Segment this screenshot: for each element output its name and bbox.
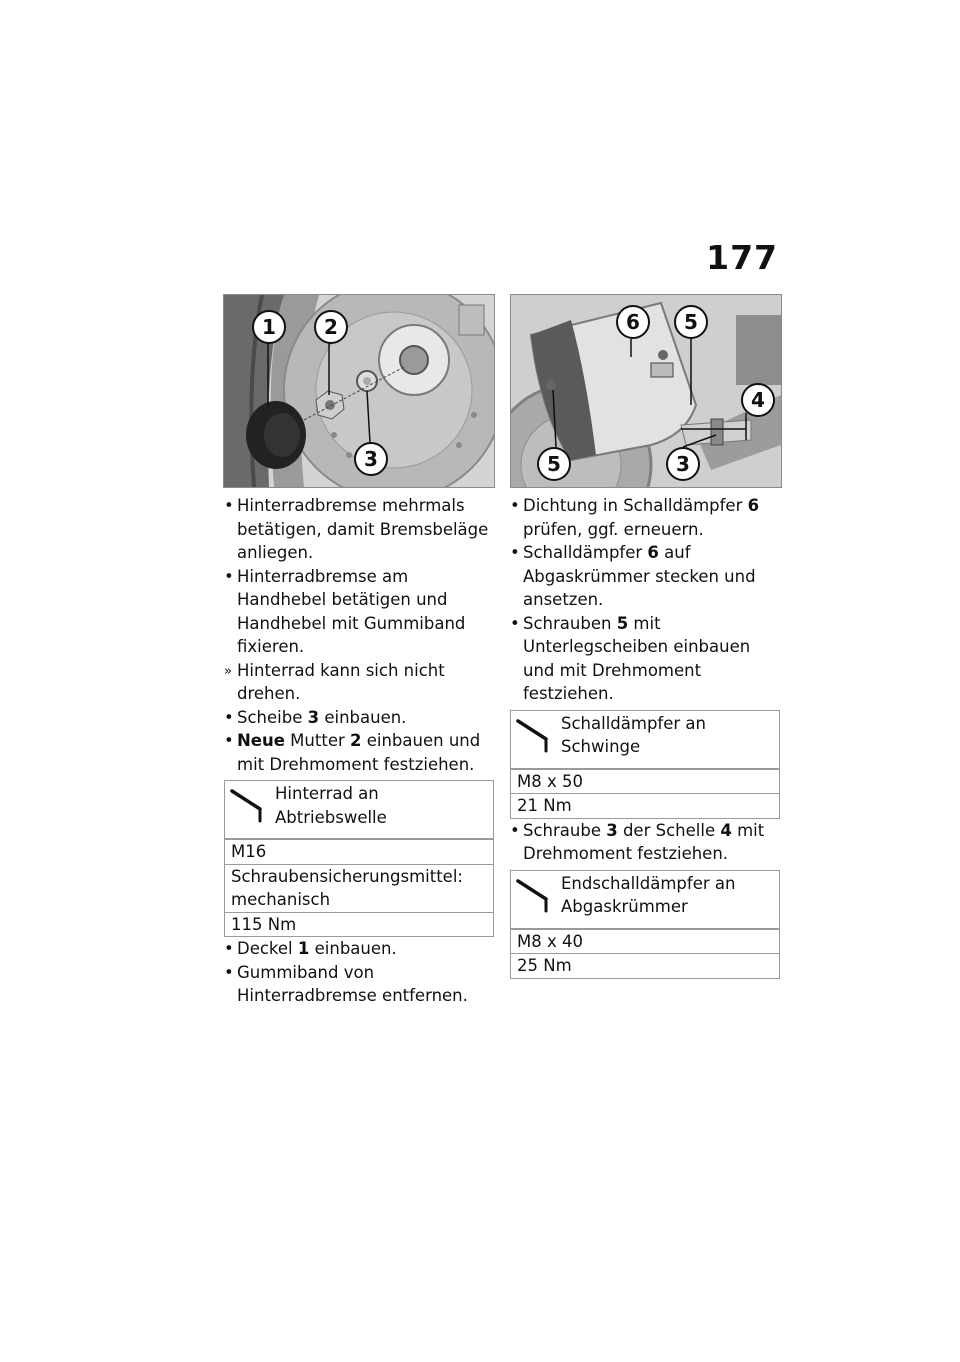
step-bleed-brake: • Hinterradbremse mehrmals betätigen, damit Bremsbeläge anliegen. xyxy=(224,496,489,562)
bullet: • xyxy=(224,731,234,750)
step-install-screws: • Schrauben 5 mit Unterlegscheiben einbauen und mit Drehmoment festziehen. xyxy=(510,613,751,703)
step-remove-rubber-band: • Gummiband von Hinterradbremse entfernen. xyxy=(224,962,468,1005)
torque-wrench-icon xyxy=(516,717,556,753)
step-fit-silencer: • Schalldämpfer 6 auf Abgaskrümmer stecken und ansetzen. xyxy=(510,543,756,609)
result-wheel-locked: » Hinterrad kann sich nicht drehen. xyxy=(224,660,445,703)
spec-torque: 25 Nm xyxy=(511,953,779,978)
callout-1: 1 xyxy=(252,310,286,344)
step-tighten-clamp: • Schraube 3 der Schelle 4 mit Drehmoment festziehen. xyxy=(510,820,765,863)
left-column xyxy=(224,494,494,1008)
spec-title: Schalldämpfer an Schwinge xyxy=(561,713,706,756)
step-install-cover: • Deckel 1 einbauen. xyxy=(224,937,494,961)
ref-number: 6 xyxy=(747,496,760,515)
bullet: • xyxy=(224,707,234,727)
ref-number: 6 xyxy=(647,543,659,562)
callout-3: 3 xyxy=(354,442,388,476)
spec-header xyxy=(511,871,779,929)
bullet: • xyxy=(510,543,520,562)
result-marker: » xyxy=(224,663,232,679)
ref-number: 4 xyxy=(720,820,732,840)
spec-torque: 21 Nm xyxy=(511,793,779,818)
spec-thread: M16 xyxy=(225,839,493,864)
step-fix-hand-lever: • Hinterradbremse am Handhebel betätigen und Handhebel mit Gummiband fixieren. xyxy=(224,566,466,656)
spec-header xyxy=(225,781,493,839)
right-column xyxy=(510,494,780,979)
figure-rear-wheel xyxy=(223,294,495,488)
spec-thread: M8 x 40 xyxy=(511,929,779,954)
bullet: • xyxy=(224,939,234,958)
callout-5-bottom: 5 xyxy=(537,447,571,481)
spec-torque: 115 Nm xyxy=(225,912,493,937)
torque-spec-rear-wheel xyxy=(224,780,494,937)
spec-title: Endschalldämpfer an Abgaskrümmer xyxy=(561,873,736,916)
ref-number: 2 xyxy=(350,731,362,750)
bullet: • xyxy=(224,566,234,586)
bullet: • xyxy=(510,613,520,633)
step-install-washer: • Scheibe 3 einbauen. xyxy=(224,706,494,730)
callout-4: 4 xyxy=(741,383,775,417)
ref-number: 3 xyxy=(307,707,320,727)
torque-spec-silencer-header xyxy=(510,870,780,979)
page-number: 177 xyxy=(706,238,778,277)
torque-wrench-icon xyxy=(516,877,556,913)
callout-3: 3 xyxy=(666,447,700,481)
figure-exhaust xyxy=(510,294,782,488)
ref-number: 3 xyxy=(606,820,618,840)
step-install-nut: • Neue Mutter 2 einbauen und mit Drehmoment festziehen. xyxy=(224,731,481,774)
bullet: • xyxy=(224,496,234,515)
emphasis-new: Neue xyxy=(237,731,285,750)
spec-header xyxy=(511,711,779,769)
callout-5-top: 5 xyxy=(674,305,708,339)
torque-wrench-icon xyxy=(230,787,270,823)
ref-number: 5 xyxy=(616,613,629,633)
spec-thread: M8 x 50 xyxy=(511,769,779,794)
bullet: • xyxy=(510,496,520,515)
step-check-gasket: • Dichtung in Schalldämpfer 6 prüfen, ggf. erneuern. xyxy=(510,496,760,539)
bullet: • xyxy=(224,962,234,982)
ref-number: 1 xyxy=(297,939,310,958)
spec-locking-agent: Schraubensicherungsmittel: mechanisch xyxy=(225,864,493,912)
spec-title: Hinterrad an Abtriebswelle xyxy=(275,784,387,827)
torque-spec-silencer-swingarm xyxy=(510,710,780,819)
bullet: • xyxy=(510,820,520,840)
callout-6: 6 xyxy=(616,305,650,339)
callout-2: 2 xyxy=(314,310,348,344)
